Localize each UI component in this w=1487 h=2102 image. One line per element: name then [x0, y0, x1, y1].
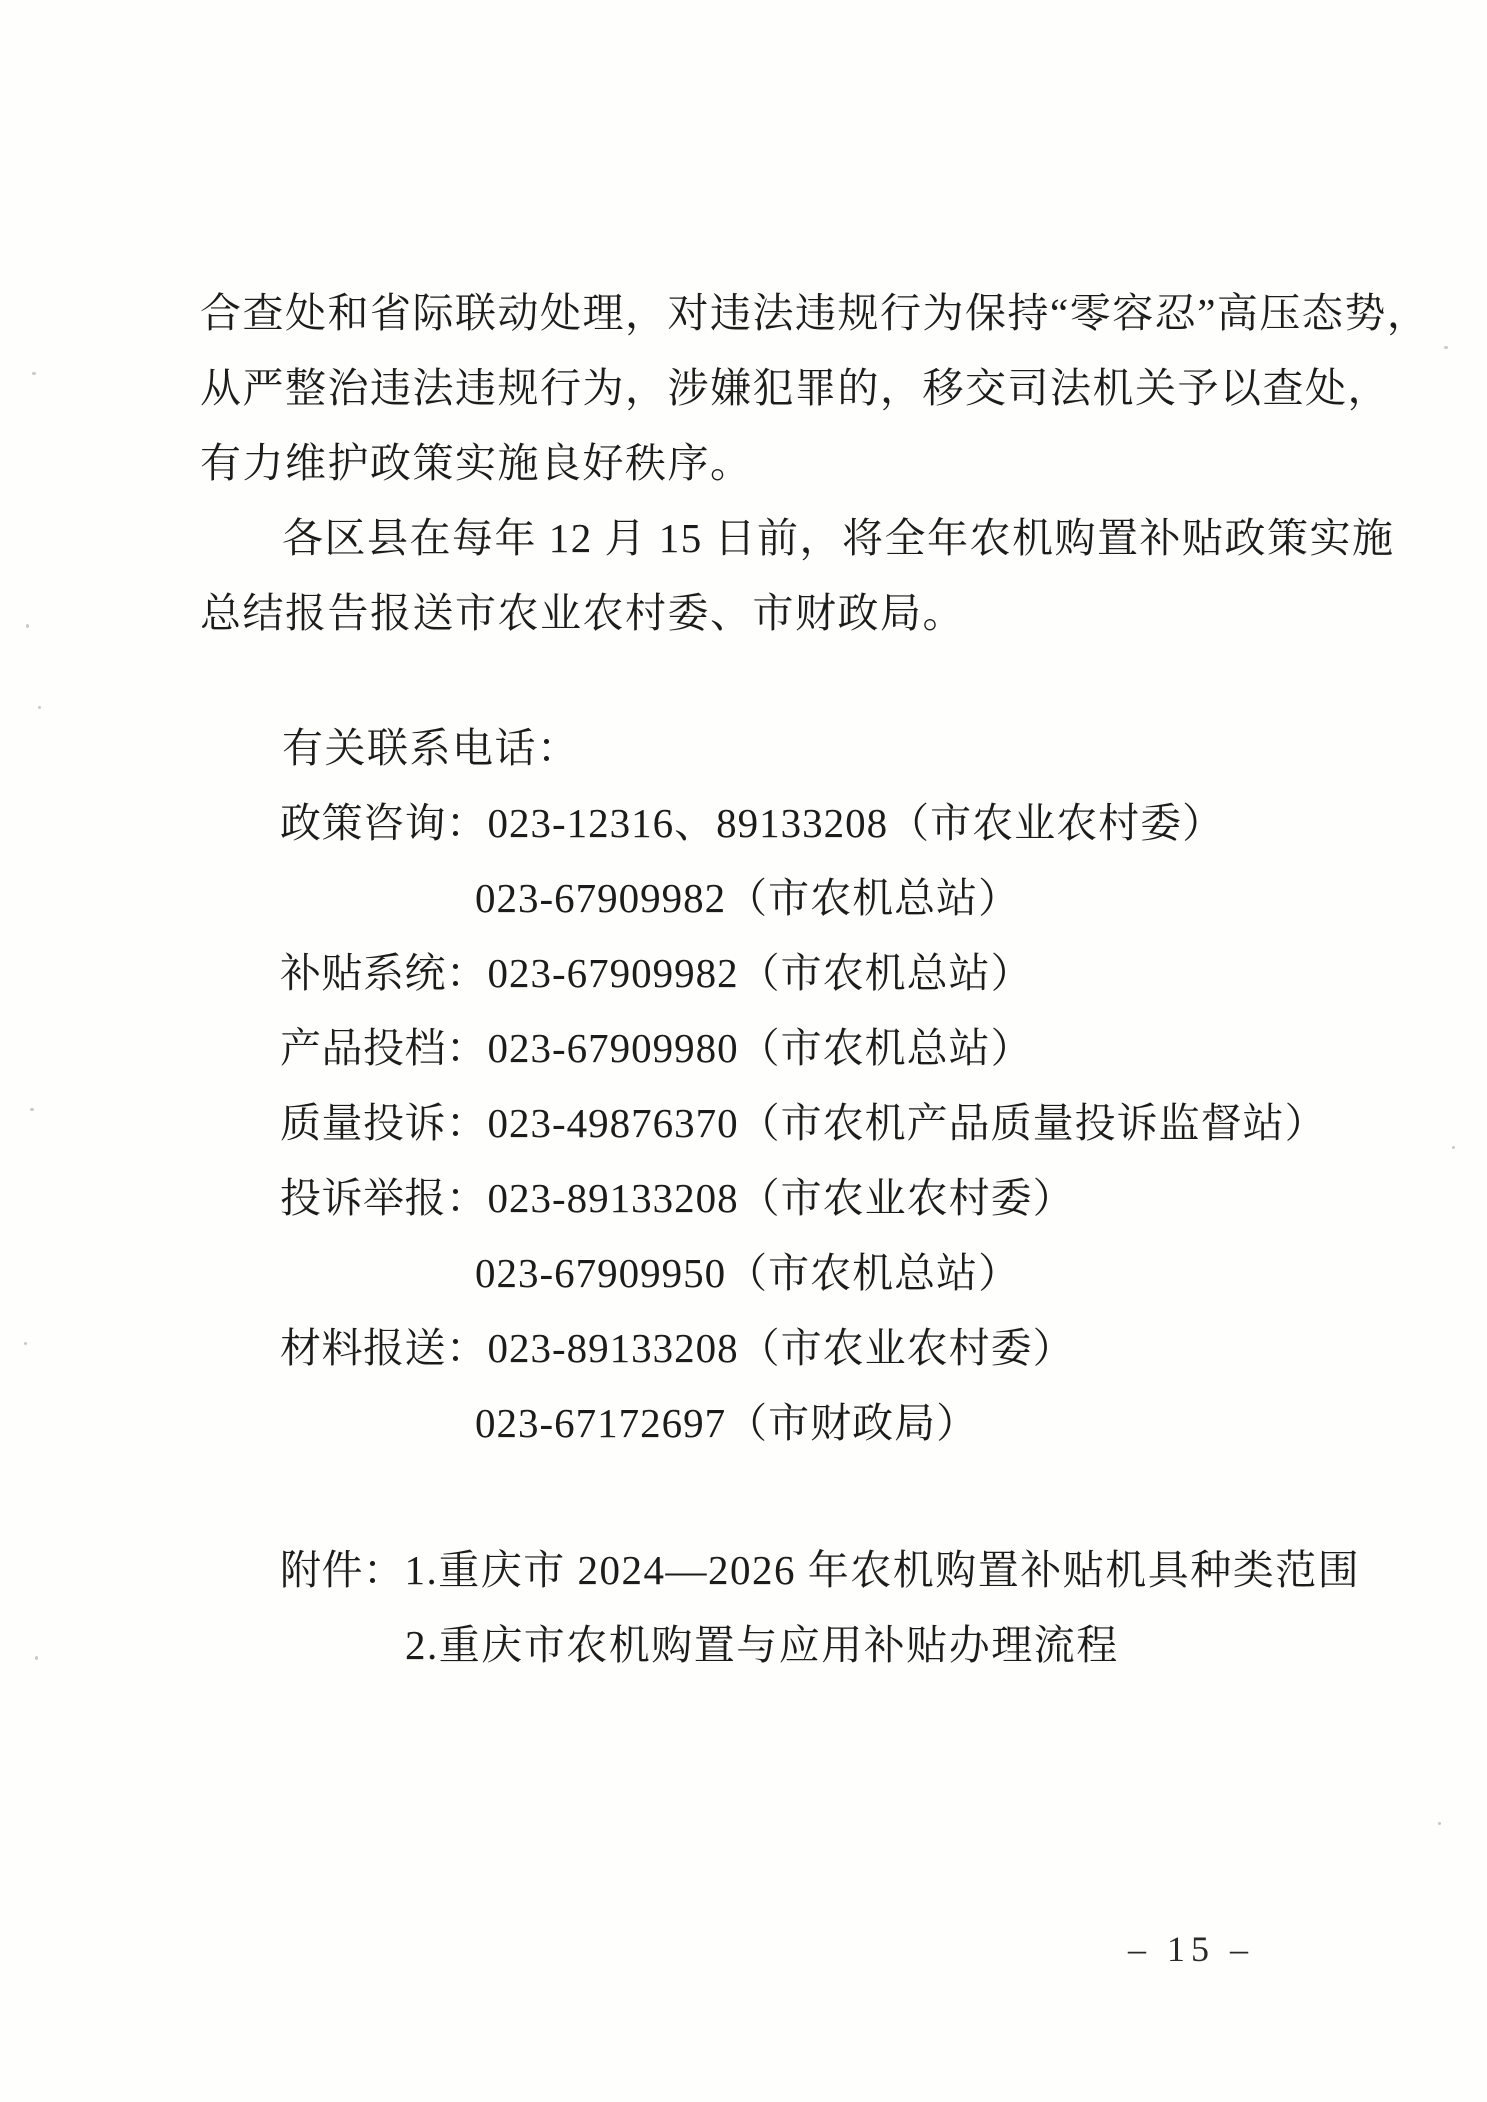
body-line: 有力维护政策实施良好秩序。 — [200, 440, 753, 486]
contact-value: 023-12316、89133208（市农业农村委） — [487, 800, 1225, 846]
attachment-item: 1.重庆市 2024—2026 年农机购置补贴机具种类范围 — [404, 1547, 1361, 1593]
contact-value: 023-89133208（市农业农村委） — [487, 1325, 1075, 1371]
contact-label: 材料报送： — [280, 1325, 488, 1371]
contact-label — [200, 1386, 475, 1461]
contact-value: 023-49876370（市农机产品质量投诉监督站） — [487, 1100, 1327, 1146]
scan-artifact — [26, 624, 29, 628]
scan-artifact — [30, 1108, 34, 1111]
contact-value: 023-67909982（市农机总站） — [475, 875, 1021, 921]
scan-artifact — [1444, 346, 1448, 349]
contact-entry — [200, 1011, 1367, 1086]
scan-artifact — [32, 372, 36, 375]
contact-value: 023-67909982（市农机总站） — [487, 950, 1033, 996]
contact-value: 023-67909950（市农机总站） — [475, 1250, 1021, 1296]
contact-label: 投诉举报： — [280, 1175, 488, 1221]
contact-label: 政策咨询： — [280, 800, 488, 846]
document-body — [200, 276, 1430, 1683]
contact-label — [200, 861, 475, 936]
contact-entry — [200, 861, 1367, 936]
contacts-heading: 有关联系电话： — [282, 725, 580, 771]
attachment-line — [200, 1533, 1367, 1608]
contact-entry — [200, 786, 1367, 861]
contact-entry — [200, 1386, 1367, 1461]
scan-artifact — [35, 1656, 38, 1660]
scan-artifact — [1452, 1146, 1455, 1149]
scan-artifact — [24, 1342, 27, 1345]
body-line: 总结报告报送市农业农村委、市财政局。 — [200, 590, 965, 636]
contact-value: 023-89133208（市农业农村委） — [487, 1175, 1075, 1221]
body-line: 合查处和省际联动处理，对违法违规行为保持“零容忍”高压态势， — [200, 290, 1430, 336]
attachment-line: 2.重庆市农机购置与应用补贴办理流程 — [405, 1622, 1119, 1668]
contact-value: 023-67172697（市财政局） — [475, 1400, 979, 1446]
scan-artifact — [1438, 1822, 1441, 1825]
contact-label: 质量投诉： — [280, 1100, 488, 1146]
scan-artifact — [38, 706, 41, 709]
contact-entry — [200, 1311, 1367, 1386]
page-number: – 15 – — [1128, 1929, 1254, 1969]
contact-entry — [200, 936, 1367, 1011]
contact-entry — [200, 1086, 1367, 1161]
contact-value: 023-67909980（市农机总站） — [487, 1025, 1033, 1071]
body-line: 从严整治违法违规行为，涉嫌犯罪的，移交司法机关予以查处， — [200, 365, 1390, 411]
contact-label — [200, 1236, 475, 1311]
contact-label: 补贴系统： — [280, 950, 488, 996]
attachments-label: 附件： — [280, 1547, 405, 1593]
contact-entry — [200, 1236, 1367, 1311]
body-line: 各区县在每年 12 月 15 日前，将全年农机购置补贴政策实施 — [282, 515, 1395, 561]
contact-entry — [200, 1161, 1367, 1236]
contact-label: 产品投档： — [280, 1025, 488, 1071]
